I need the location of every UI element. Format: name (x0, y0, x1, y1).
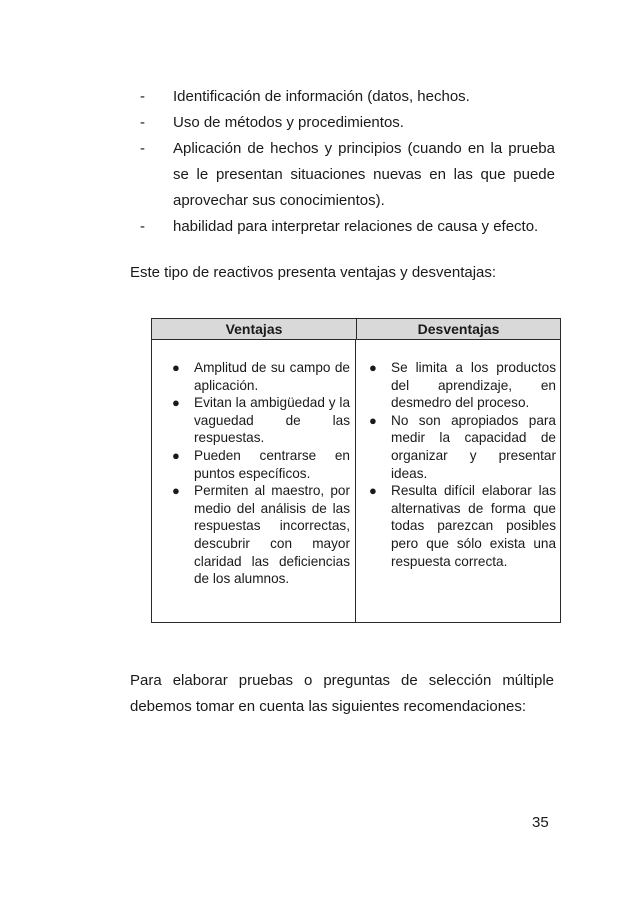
ventaja-text: Evitan la ambigüedad y la vaguedad de las respuestas. (194, 395, 350, 446)
list-item (140, 136, 555, 214)
desventaja-item (367, 412, 556, 482)
bullet-icon: ● (369, 360, 377, 375)
list-item (140, 214, 555, 240)
desventaja-text: No son apropiados para medir la capacidad de organizar y presentar ideas. (391, 412, 556, 481)
header-ventajas: Ventajas (152, 319, 357, 339)
bullet-icon: ● (369, 483, 377, 499)
ventaja-item (170, 482, 350, 588)
list-item-text: Identificación de información (datos, hechos. (173, 88, 470, 105)
ventaja-text: Permiten al maestro, por medio del análisis de las respuestas incorrectas, descubrir con mayor claridad las deficiencias de los alumnos. (194, 483, 350, 587)
closing-paragraph (130, 668, 554, 720)
desventaja-item (367, 359, 556, 412)
list-item-text: habilidad para interpretar relaciones de causa y efecto. (173, 218, 539, 235)
dash-marker: - (140, 88, 145, 105)
comparison-table (151, 318, 561, 623)
desventaja-text: Resulta difícil elaborar las alternativas de forma que todas parezcan posibles pero que sólo exista una respuesta correcta. (391, 483, 556, 569)
bullet-icon: ● (369, 412, 377, 428)
page-number: 35 (532, 814, 549, 831)
dash-marker: - (140, 140, 145, 157)
list-item-text: Uso de métodos y procedimientos. (173, 114, 404, 131)
dash-marker: - (140, 114, 145, 131)
closing-line-1: Para elaborar pruebas o preguntas de selección múltiple (130, 672, 554, 689)
ventaja-item (170, 447, 350, 482)
bullet-icon: ● (172, 395, 180, 411)
ventajas-list (170, 359, 350, 588)
table-header-row (152, 319, 560, 340)
list-item (140, 110, 555, 136)
desventaja-item (367, 482, 556, 570)
table-body-row (152, 340, 560, 623)
skills-list (140, 84, 555, 240)
desventaja-text: Se limita a los productos del aprendizaje, en desmedro del proceso. (391, 360, 556, 411)
ventaja-text: Amplitud de su campo de aplicación. (194, 360, 350, 393)
bullet-icon: ● (172, 447, 180, 463)
desventajas-list (367, 359, 556, 570)
ventajas-cell (152, 340, 356, 623)
ventaja-item (170, 394, 350, 447)
closing-line-2: debemos tomar en cuenta las siguientes recomendaciones: (130, 698, 527, 715)
ventaja-text: Pueden centrarse en puntos específicos. (194, 447, 350, 481)
bullet-icon: ● (172, 483, 180, 499)
header-desventajas: Desventajas (417, 321, 500, 337)
desventajas-cell (356, 340, 560, 623)
ventaja-item (170, 359, 350, 394)
list-item (140, 84, 555, 110)
dash-marker: - (140, 218, 145, 235)
list-item-text: Aplicación de hechos y principios (cuando en la prueba se le presentan situaciones nuevas en las que puede aprovechar sus conocimientos). (173, 140, 555, 209)
intro-paragraph: Este tipo de reactivos presenta ventajas y desventajas: (130, 264, 497, 281)
bullet-icon: ● (172, 360, 180, 375)
